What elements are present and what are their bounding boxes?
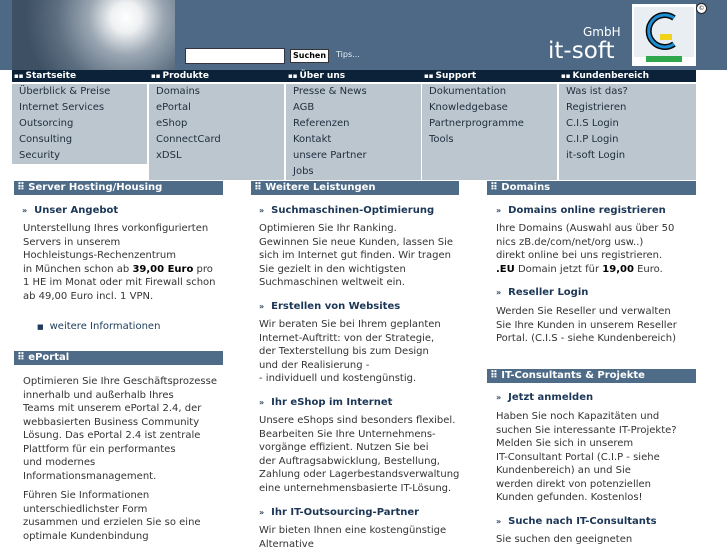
dots-icon: ▪▪ (151, 72, 161, 80)
nav-startseite[interactable]: ▪▪ Startseite (14, 71, 77, 81)
header (0, 0, 727, 70)
subheading-domains-online[interactable]: » Domains online registrieren (496, 205, 666, 216)
more-info-link[interactable]: ■ weitere Informationen (37, 321, 161, 332)
subheading-suche-consultants[interactable]: » Suche nach IT-Consultants (496, 516, 657, 527)
subheading-eshop[interactable]: » Ihr eShop im Internet (259, 397, 393, 408)
menu-item[interactable]: Jobs (286, 164, 421, 180)
menu-item-empty (12, 164, 147, 180)
menu-item[interactable]: C.I.P Login (559, 132, 696, 148)
nav-ueber-uns[interactable]: ▪▪ Über uns (288, 71, 346, 81)
subheading-jetzt-anmelden[interactable]: » Jetzt anmelden (496, 392, 594, 403)
eshop-text: Unsere eShops sind besonders flexibel. Bearbeiten Sie Ihre Unternehmens- vorgänge effizient. Nutzen Sie bei der Auftragsabwicklung, Bestellung, Zahlung oder Lagerbestandsverwaltung eine unternehmensbasierte IT-Lösung. (259, 415, 460, 494)
eportal-text: Optimieren Sie Ihre Geschäftsprozesse innerhalb und außerhalb Ihres Teams mit unserem ePortal 2.4, der webbasierten Business Community Lösung. Das ePortal 2.4 ist zentrale Plattform für ein performantes und modernes Informationsmanagement. (23, 376, 217, 482)
menu-item[interactable]: Tools (422, 132, 557, 148)
menu-item[interactable]: Consulting (12, 132, 147, 148)
section-it-consultants: ⠿ IT-Consultants & Projekte (487, 369, 696, 383)
subheading-websites[interactable]: » Erstellen von Websites (259, 301, 401, 312)
top-navigation (12, 70, 696, 82)
section-eportal: ⠿ ePortal (14, 351, 223, 365)
menu-item[interactable]: Internet Services (12, 100, 147, 116)
menu-item[interactable]: Presse & News (286, 84, 421, 100)
menu-col-support (422, 84, 557, 180)
domains-text: Ihre Domains (Auswahl aus über 50 nics zB.de/com/net/org usw..) direkt online bei uns registrieren. .EU Domain jetzt für 19,00 Euro. (496, 223, 675, 275)
server-hosting-text: Unterstellung Ihres vorkonfigurierten Servers in unserem Hochleistungs-Rechenzentrum in München schon ab 39,00 Euro pro 1 HE im Monat oder mit Firewall schon ab 49,00 Euro incl. 1 VPN. (23, 223, 216, 302)
company-suffix: GmbH (583, 25, 621, 39)
subheading-outsourcing[interactable]: » Ihr IT-Outsourcing-Partner (259, 507, 420, 518)
websites-text: Wir beraten Sie bei Ihrem geplanten Internet-Auftritt: von der Strategie, der Texterstellung bis zum Design und der Realisierung - - individuell und kostengünstig. (259, 319, 441, 384)
hero-image (12, 0, 175, 70)
menu-item[interactable]: Partnerprogramme (422, 116, 557, 132)
double-arrow-icon: » (259, 206, 265, 215)
menu-item-empty (422, 148, 557, 164)
menu-item[interactable]: AGB (286, 100, 421, 116)
menu-item[interactable]: Was ist das? (559, 84, 696, 100)
nav-kundenbereich[interactable]: ▪▪ Kundenbereich (561, 71, 649, 81)
menu-col-produkte (149, 84, 284, 180)
section-domains: ⠿ Domains (487, 181, 696, 195)
menu-col-startseite (12, 84, 147, 180)
double-arrow-icon: » (496, 517, 502, 526)
subheading-unser-angebot[interactable]: » Unser Angebot (22, 205, 119, 216)
dots-icon: ▪▪ (561, 72, 571, 80)
double-arrow-icon: » (496, 206, 502, 215)
menu-item[interactable]: ePortal (149, 100, 284, 116)
section-server-hosting: ⠿ Server Hosting/Housing (14, 181, 223, 195)
consultant-text: Haben Sie noch Kapazitäten und suchen Sie interessante IT-Projekte? Melden Sie sich in unserem IT-Consultant Portal (C.I.P - siehe Kundenbereich) an und Sie werden direkt von potenziellen Kunden gefunden. Kostenlos! (496, 411, 677, 503)
menu-item[interactable]: C.I.S Login (559, 116, 696, 132)
menu-item-empty (149, 164, 284, 180)
brand-name: it-soft (548, 38, 615, 64)
search-consultants-text: Sie suchen den geeigneten (496, 534, 633, 545)
seo-text: Optimieren Sie Ihr Ranking. Gewinnen Sie neue Kunden, lassen Sie sich im Internet gut finden. Wir tragen Sie gezielt in den wichtigsten Suchmaschinen weltweit ein. (259, 223, 454, 288)
menu-item-empty (422, 164, 557, 180)
section-weitere-leistungen: ⠿ Weitere Leistungen (251, 181, 459, 195)
dots-icon: ▪▪ (424, 72, 434, 80)
menu-item[interactable]: Dokumentation (422, 84, 557, 100)
domain-price: 19,00 (602, 263, 634, 275)
menu-item[interactable]: Referenzen (286, 116, 421, 132)
price-highlight: 39,00 Euro (132, 263, 194, 275)
registered-mark: © (696, 3, 707, 14)
section-icon: ⠿ (490, 370, 502, 381)
reseller-text: Werden Sie Reseller und verwalten Sie Ihre Kunden in unserem Reseller Portal. (C.I.S - siehe Kundenbereich) (496, 306, 677, 344)
double-arrow-icon: » (496, 288, 502, 297)
outsourcing-text: Wir bieten Ihnen eine kostengünstige Alternative (259, 525, 447, 550)
subheading-reseller[interactable]: » Reseller Login (496, 287, 589, 298)
menu-item[interactable]: ConnectCard (149, 132, 284, 148)
section-icon: ⠿ (17, 352, 29, 363)
subheading-seo[interactable]: » Suchmaschinen-Optimierung (259, 205, 435, 216)
menu-col-ueber-uns (286, 84, 421, 180)
menu-item[interactable]: Überblick & Preise (12, 84, 147, 100)
double-arrow-icon: » (259, 398, 265, 407)
dots-icon: ▪▪ (14, 72, 24, 80)
nav-support[interactable]: ▪▪ Support (424, 71, 477, 81)
menu-item[interactable]: Registrieren (559, 100, 696, 116)
double-arrow-icon: » (22, 206, 28, 215)
menu-col-kundenbereich (559, 84, 696, 180)
section-icon: ⠿ (17, 182, 29, 193)
dots-icon: ▪▪ (288, 72, 298, 80)
menu-item-empty (559, 164, 696, 180)
menu-item[interactable]: Domains (149, 84, 284, 100)
logo-c-icon (632, 4, 696, 66)
double-arrow-icon: » (496, 393, 502, 402)
eportal-text-2: Führen Sie Informationen unterschiedlichster Form zusammen und erzielen Sie so eine optimale Kundenbindung (23, 490, 201, 542)
eu-label: .EU (496, 263, 515, 275)
double-arrow-icon: » (259, 508, 265, 517)
menu-item[interactable]: Security (12, 148, 147, 164)
menu-item[interactable]: eShop (149, 116, 284, 132)
nav-produkte[interactable]: ▪▪ Produkte (151, 71, 209, 81)
section-icon: ⠿ (254, 182, 266, 193)
tips-link[interactable]: Tips... (336, 50, 360, 59)
menu-item[interactable]: xDSL (149, 148, 284, 164)
bullet-icon: ■ (37, 323, 44, 331)
menu-item[interactable]: Kontakt (286, 132, 421, 148)
section-icon: ⠿ (490, 182, 502, 193)
menu-item[interactable]: Outsorcing (12, 116, 147, 132)
menu-item[interactable]: unsere Partner (286, 148, 421, 164)
search-button[interactable]: Suchen (290, 49, 329, 63)
double-arrow-icon: » (259, 302, 265, 311)
menu-item[interactable]: Knowledgebase (422, 100, 557, 116)
search-input[interactable] (185, 48, 285, 64)
menu-item[interactable]: it-soft Login (559, 148, 696, 164)
logo[interactable] (632, 4, 696, 66)
